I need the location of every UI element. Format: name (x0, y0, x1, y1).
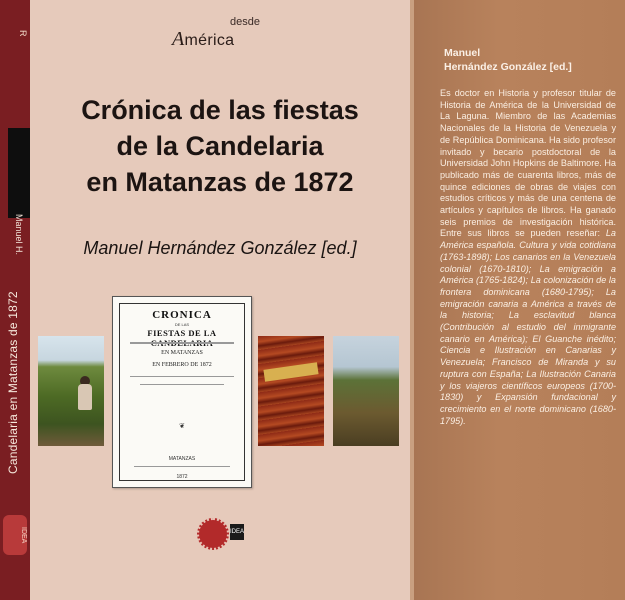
imprint-logo (172, 14, 272, 50)
facsimile-title: FIESTAS DE LA (147, 328, 217, 338)
publisher-seal-icon (197, 518, 229, 550)
bio-works-list: La América española. Cultura y vida cotidiana (1763-1898); Los canarios en la Venezuela colonial (1670-1810); La emigración a América (1765-1824); La colonización de la frontera dominicana (1680-1795); La emigración canaria a América a través de la historia; La esclavitud blanca (Contribución al estudio del inmigrante canario en América); El Guanche inédito; Ciencia e Ilustración en Canarias y Venezuela; Francisco de Miranda y su ruptura con España; La Ilustración Canaria y los viajeros científicos europeos (1700-1830) y Expansión fundacional y crecimiento en el norte dominicano (1680-1795). (440, 228, 616, 426)
facsimile-heading: CRONICA (152, 309, 212, 321)
spine-black-band (8, 128, 30, 218)
spine-publisher-logo: IDEA (3, 515, 27, 555)
author-biography (440, 88, 616, 427)
back-author-line-2: Hernández González [ed.] (444, 61, 572, 73)
book-title-line-2: de la Candelaria (116, 131, 324, 161)
back-author (444, 46, 624, 74)
facsimile-frame (119, 303, 245, 481)
facsimile-rule (140, 384, 224, 385)
book-spine (0, 0, 30, 600)
facsimile-imprint: MATANZAS (168, 456, 196, 462)
facsimile-rule (130, 342, 234, 344)
facsimile-subheading: DE LAS (174, 322, 190, 327)
spine-author-label: Manuel H. (14, 214, 24, 256)
imprint-initial: A (172, 28, 185, 50)
facsimile-line-b: EN FEBRERO DE 1872 (152, 362, 212, 368)
book-title (30, 92, 410, 200)
field-photo (333, 336, 399, 446)
bio-text: Es doctor en Historia y profesor titular de Historia de América de la Universidad de La Laguna. Miembro de las Academias Nacionales de la Historia de Venezuela y de República Dominicana. Ha sido profesor invitado y becario postdoctoral de la Universidad John Hopkins de Baltimore. Ha publicado más de cuarenta libros, más de quince ediciones de obras de viajes con estudios críticos y más de una centena de artículos y capítulos de libros. Ha ganado seis premios de investigación histórica. Entre sus libros se pueden reseñar: (440, 88, 616, 239)
facsimile-rule (130, 376, 234, 377)
facsimile-rule (134, 466, 230, 467)
original-cover-facsimile (112, 296, 252, 488)
facsimile-line-a: EN MATANZAS (161, 350, 203, 356)
imprint-rest: mérica (184, 32, 235, 49)
sugarcane-photo (38, 336, 104, 446)
spine-top-label: R (18, 30, 28, 37)
facsimile-year: 1872 (176, 474, 188, 480)
back-author-line-1: Manuel (444, 47, 481, 59)
worker-figure (78, 384, 92, 410)
facsimile-ornament: ❦ (179, 422, 185, 430)
spine-title: Candelaria en Matanzas de 1872 (6, 291, 20, 474)
book-title-line-3: en Matanzas de 1872 (86, 167, 354, 197)
front-author: Manuel Hernández González [ed.] (83, 238, 357, 258)
back-cover (414, 0, 625, 600)
cigar-band (263, 362, 318, 381)
imprint-desde: desde (230, 16, 260, 28)
publisher-mark: IDEA (230, 524, 244, 540)
imprint-america (172, 28, 234, 51)
cigars-photo (258, 336, 324, 446)
book-title-line-1: Crónica de las fiestas (81, 95, 359, 125)
